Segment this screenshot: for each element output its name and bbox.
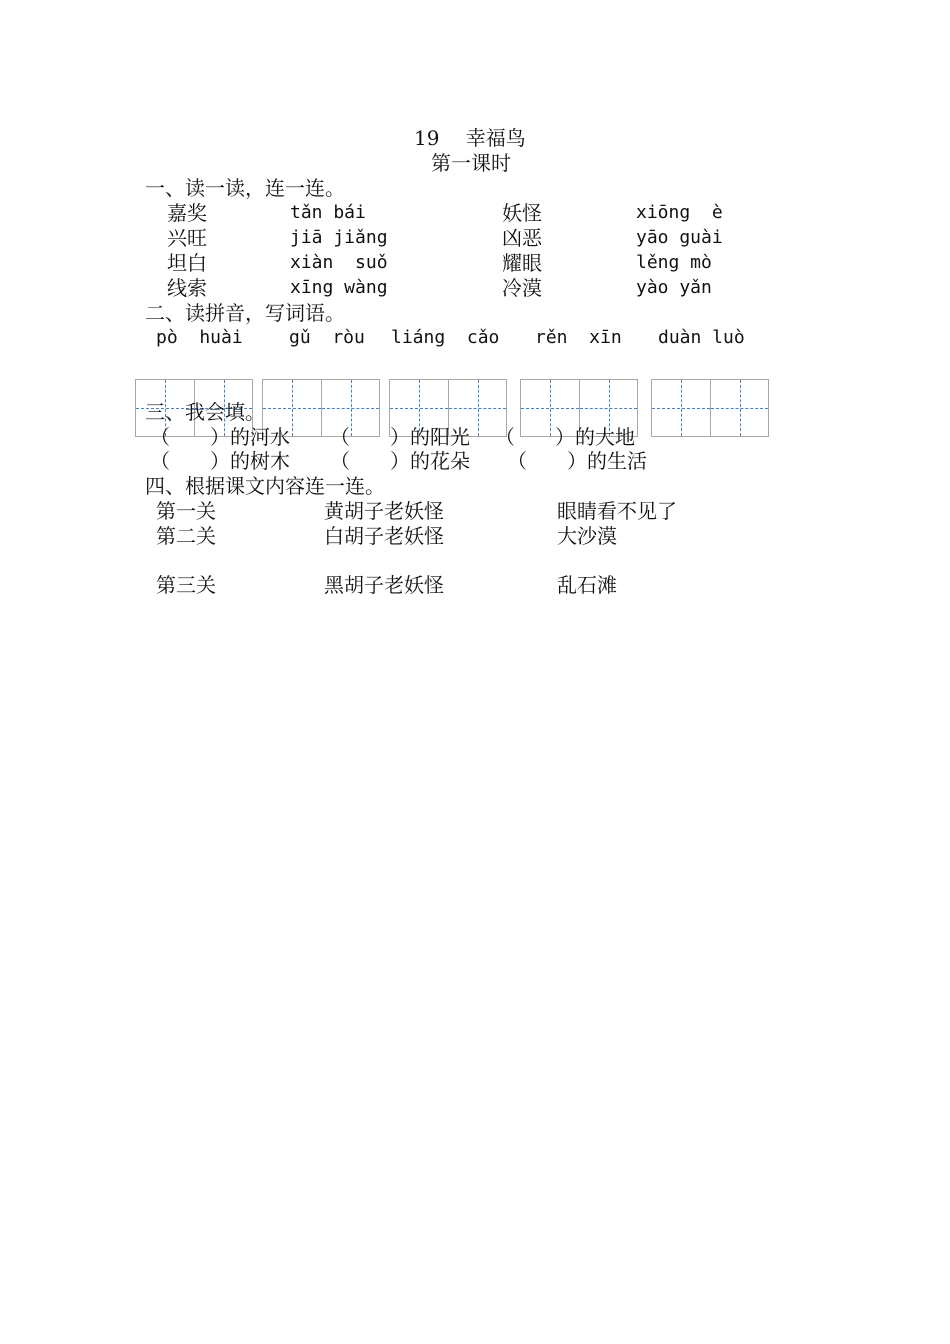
level-3: 第三关 xyxy=(156,573,216,597)
monster-1: 黄胡子老妖怪 xyxy=(324,499,444,523)
lesson-title: 19 幸福鸟 xyxy=(414,126,526,150)
fill-blank-3: （ ）的大地 xyxy=(495,425,635,449)
pinyin-right-4: yào yǎn xyxy=(636,277,712,298)
word-left-3: 坦白 xyxy=(167,251,207,275)
word-right-1: 妖怪 xyxy=(502,201,542,225)
section3-heading: 三、我会填。 xyxy=(145,400,265,424)
pinyin-right-3: lěng mò xyxy=(636,252,712,273)
pinyin-left-2: jiā jiǎng xyxy=(290,227,388,248)
section4-heading: 四、根据课文内容连一连。 xyxy=(145,474,385,498)
word-left-2: 兴旺 xyxy=(167,226,207,250)
pinyin-prompt-2: gǔ ròu xyxy=(289,327,365,348)
pinyin-prompt-1: pò huài xyxy=(156,327,243,348)
fill-blank-2: （ ）的阳光 xyxy=(330,425,470,449)
grid-cell[interactable] xyxy=(652,380,710,436)
place-2: 大沙漠 xyxy=(557,524,617,548)
level-1: 第一关 xyxy=(156,499,216,523)
place-3: 乱石滩 xyxy=(557,573,617,597)
word-left-1: 嘉奖 xyxy=(167,201,207,225)
fill-blank-6: （ ）的生活 xyxy=(507,449,647,473)
lesson-subtitle: 第一课时 xyxy=(431,151,511,175)
pinyin-left-1: tǎn bái xyxy=(290,202,366,223)
level-2: 第二关 xyxy=(156,524,216,548)
word-left-4: 线索 xyxy=(167,276,207,300)
fill-blank-5: （ ）的花朵 xyxy=(330,449,470,473)
monster-3: 黑胡子老妖怪 xyxy=(324,573,444,597)
place-1: 眼睛看不见了 xyxy=(557,499,677,523)
word-right-4: 冷漠 xyxy=(502,276,542,300)
pinyin-prompt-3: liáng cǎo xyxy=(391,327,500,348)
monster-2: 白胡子老妖怪 xyxy=(324,524,444,548)
section1-heading: 一、读一读，连一连。 xyxy=(145,176,345,200)
fill-blank-4: （ ）的树木 xyxy=(150,449,290,473)
pinyin-right-1: xiōng è xyxy=(636,202,723,223)
section2-heading: 二、读拼音，写词语。 xyxy=(145,301,345,325)
pinyin-left-3: xiàn suǒ xyxy=(290,252,388,273)
grid-cell[interactable] xyxy=(710,380,768,436)
pinyin-left-4: xīng wàng xyxy=(290,277,388,298)
writing-grid-5[interactable] xyxy=(651,379,769,437)
pinyin-prompt-5: duàn luò xyxy=(658,327,745,348)
pinyin-right-2: yāo guài xyxy=(636,227,723,248)
fill-blank-1: （ ）的河水 xyxy=(150,425,290,449)
pinyin-prompt-4: rěn xīn xyxy=(535,327,622,348)
word-right-2: 凶恶 xyxy=(502,226,542,250)
word-right-3: 耀眼 xyxy=(502,251,542,275)
